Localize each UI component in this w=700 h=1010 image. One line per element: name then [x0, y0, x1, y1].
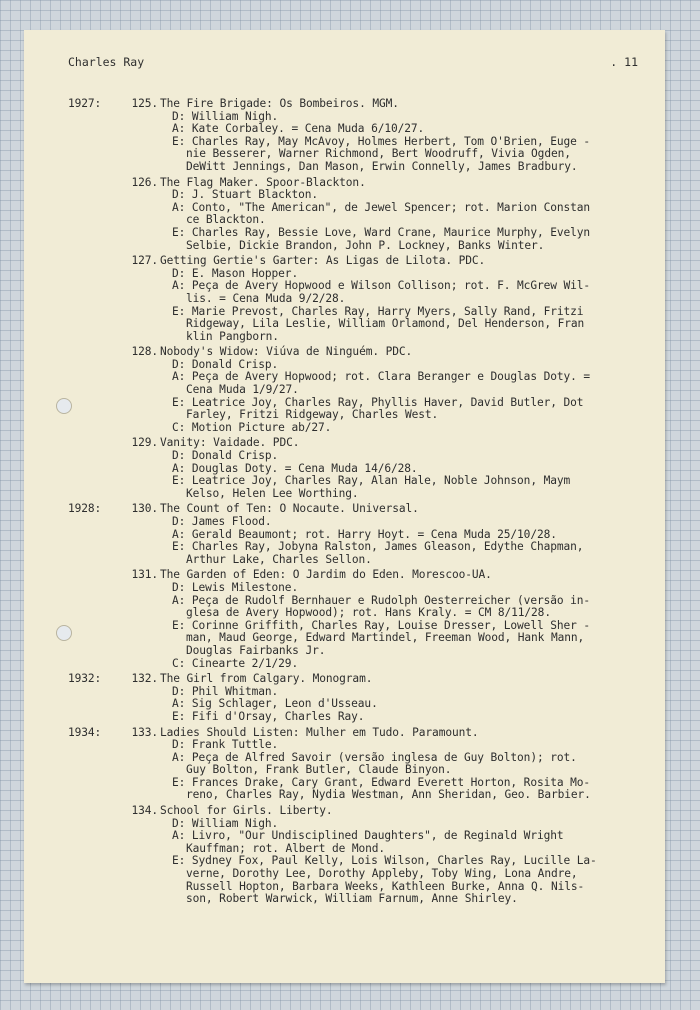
entry-line: A: Peça de Alfred Savoir (versão inglesa de Guy Bolton); rot.	[172, 750, 577, 764]
film-entry	[68, 437, 658, 500]
film-title: The Girl from Calgary. Monogram.	[160, 672, 373, 686]
film-entry	[68, 177, 658, 253]
entry-line: A: Kate Corbaley. = Cena Muda 6/10/27.	[172, 122, 425, 136]
entry-year: 1932:	[68, 672, 102, 686]
entry-line: Guy Bolton, Frank Butler, Claude Binyon.	[186, 763, 452, 777]
film-title: Ladies Should Listen: Mulher em Tudo. Paramount.	[160, 725, 479, 739]
entry-line: A: Gerald Beaumont; rot. Harry Hoyt. = Cena Muda 25/10/28.	[172, 527, 557, 541]
entry-line: C: Cinearte 2/1/29.	[172, 656, 299, 670]
entry-line: D: James Flood.	[172, 515, 272, 528]
entry-number: 128.	[131, 345, 158, 359]
entry-line: glesa de Avery Hopwood); rot. Hans Kraly. = CM 8/11/28.	[186, 606, 551, 620]
entry-number: 130.	[131, 502, 158, 516]
entry-line: D: William Nigh.	[172, 109, 279, 123]
entry-line: E: Corinne Griffith, Charles Ray, Louise Dresser, Lowell Sher -	[172, 618, 591, 632]
entry-line: ce Blackton.	[186, 213, 266, 227]
entry-line: E: Charles Ray, Jobyna Ralston, James Gleason, Edythe Chapman,	[172, 540, 584, 554]
film-entry	[68, 569, 658, 670]
entry-line: A: Peça de Rudolf Bernhauer e Rudolph Oesterreicher (versão in-	[172, 593, 591, 607]
entry-line: E: Leatrice Joy, Charles Ray, Alan Hale, Noble Johnson, Maym	[172, 474, 571, 488]
entry-year: 1927:	[68, 97, 102, 110]
entry-number: 131.	[131, 568, 158, 582]
entry-number: 133.	[131, 725, 158, 739]
film-entry	[68, 346, 658, 434]
entry-line: A: Sig Schlager, Leon d'Usseau.	[172, 697, 378, 711]
entry-line: Kauffman; rot. Albert de Mond.	[186, 841, 386, 855]
entry-line: D: E. Mason Hopper.	[172, 266, 299, 280]
film-entry	[68, 673, 658, 723]
entry-line: D: Phil Whitman.	[172, 684, 279, 698]
entry-line: Selbie, Dickie Brandon, John P. Lockney, Banks Winter.	[186, 238, 545, 252]
entry-line: D: Lewis Milestone.	[172, 580, 299, 594]
entry-line: nie Besserer, Warner Richmond, Bert Woodruff, Vivia Ogden,	[186, 147, 571, 161]
entry-line: reno, Charles Ray, Nydia Westman, Ann Sheridan, Geo. Barbier.	[186, 788, 591, 802]
entry-line: A: Peça de Avery Hopwood; rot. Clara Beranger e Douglas Doty. =	[172, 370, 591, 384]
film-entry	[68, 255, 658, 343]
entry-line: D: Frank Tuttle.	[172, 738, 279, 752]
entry-line: E: Fifi d'Orsay, Charles Ray.	[172, 709, 365, 723]
entry-line: DeWitt Jennings, Dan Mason, Erwin Connelly, James Bradbury.	[186, 159, 578, 173]
entry-line: D: William Nigh.	[172, 816, 279, 830]
entry-year: 1934:	[68, 725, 102, 739]
entry-year: 1928:	[68, 502, 102, 516]
page-header	[68, 55, 638, 73]
film-title: Vanity: Vaidade. PDC.	[160, 436, 300, 450]
author-name: Charles Ray	[68, 55, 145, 69]
entry-number: 134.	[131, 804, 158, 818]
entry-line: verne, Dorothy Lee, Dorothy Appleby, Toby Wing, Lona Andre,	[186, 867, 578, 881]
entry-number: 129.	[131, 436, 158, 450]
entry-number: 125.	[131, 97, 158, 110]
entry-line: lis. = Cena Muda 9/2/28.	[186, 291, 346, 305]
entry-line: D: J. Stuart Blackton.	[172, 188, 318, 202]
film-entry	[68, 727, 658, 803]
entry-number: 127.	[131, 254, 158, 268]
film-entry	[68, 805, 658, 906]
film-title: The Garden of Eden: O Jardim do Eden. Morescoo-UA.	[160, 568, 492, 582]
entry-line: Arthur Lake, Charles Sellon.	[186, 552, 372, 566]
film-entry	[68, 98, 658, 174]
film-title: The Flag Maker. Spoor-Blackton.	[160, 175, 366, 189]
entry-line: E: Leatrice Joy, Charles Ray, Phyllis Haver, David Butler, Dot	[172, 395, 584, 409]
entry-line: E: Marie Prevost, Charles Ray, Harry Myers, Sally Rand, Fritzi	[172, 304, 584, 318]
entry-line: Ridgeway, Lila Leslie, William Orlamond, Del Henderson, Fran	[186, 317, 585, 331]
entry-line: E: Charles Ray, Bessie Love, Ward Crane, Maurice Murphy, Evelyn	[172, 225, 591, 239]
entry-line: Farley, Fritzi Ridgeway, Charles West.	[186, 408, 439, 422]
entry-line: man, Maud George, Edward Martindel, Freeman Wood, Hank Mann,	[186, 631, 585, 645]
entry-line: D: Donald Crisp.	[172, 449, 279, 463]
entry-line: E: Charles Ray, May McAvoy, Holmes Herbert, Tom O'Brien, Euge -	[172, 134, 591, 148]
entry-number: 132.	[131, 672, 158, 686]
entry-line: A: Conto, "The American", de Jewel Spencer; rot. Marion Constan	[172, 200, 591, 214]
entry-line: C: Motion Picture ab/27.	[172, 420, 332, 434]
entry-line: A: Douglas Doty. = Cena Muda 14/6/28.	[172, 461, 418, 475]
film-title: Nobody's Widow: Viúva de Ninguém. PDC.	[160, 345, 413, 359]
entry-line: E: Frances Drake, Cary Grant, Edward Everett Horton, Rosita Mo-	[172, 775, 591, 789]
entry-line: Kelso, Helen Lee Worthing.	[186, 486, 359, 500]
entry-line: Russell Hopton, Barbara Weeks, Kathleen Burke, Anna Q. Nils-	[186, 879, 585, 893]
filmography-list	[68, 98, 658, 909]
film-entry	[68, 503, 658, 566]
film-title: The Count of Ten: O Nocaute. Universal.	[160, 502, 419, 516]
typed-page	[24, 30, 665, 983]
entry-line: D: Donald Crisp.	[172, 357, 279, 371]
entry-line: son, Robert Warwick, William Farnum, Anne Shirley.	[186, 892, 518, 906]
entry-line: A: Livro, "Our Undisciplined Daughters", de Reginald Wright	[172, 829, 564, 843]
page-number: . 11	[610, 55, 638, 69]
entry-line: E: Sydney Fox, Paul Kelly, Lois Wilson, Charles Ray, Lucille La-	[172, 854, 597, 868]
entry-line: klin Pangborn.	[186, 329, 279, 343]
entry-line: A: Peça de Avery Hopwood e Wilson Collison; rot. F. McGrew Wil-	[172, 279, 591, 293]
entry-number: 126.	[131, 175, 158, 189]
film-title: Getting Gertie's Garter: As Ligas de Lilota. PDC.	[160, 254, 486, 268]
film-title: The Fire Brigade: Os Bombeiros. MGM.	[160, 97, 399, 110]
film-title: School for Girls. Liberty.	[160, 804, 333, 818]
entry-line: Cena Muda 1/9/27.	[186, 383, 299, 397]
entry-line: Douglas Fairbanks Jr.	[186, 643, 326, 657]
